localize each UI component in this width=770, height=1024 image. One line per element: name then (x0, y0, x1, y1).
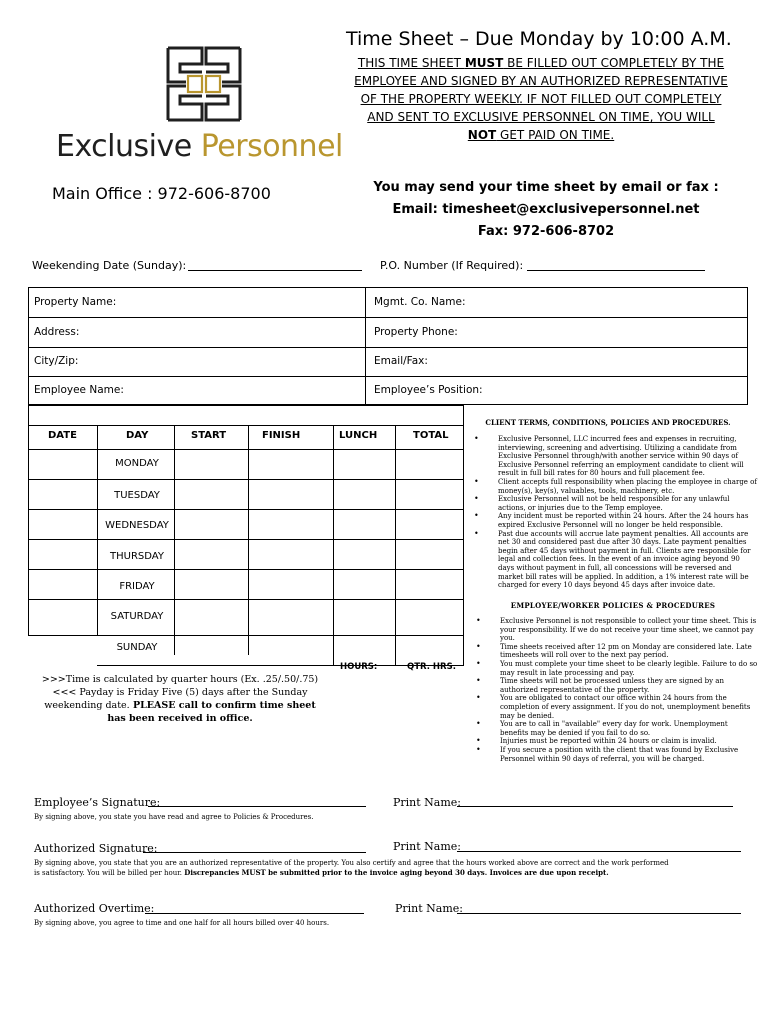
mgmt-co-field[interactable]: Mgmt. Co. Name: (374, 296, 466, 308)
fax-line: Fax: 972-606-8702 (477, 224, 615, 239)
col-header-day: DAY (126, 430, 149, 441)
notice-line-3: OF THE PROPERTY WEEKLY. IF NOT FILLED OUT COMPLETELY (360, 92, 722, 106)
send-instructions (336, 177, 756, 243)
company-logo-mark (166, 46, 242, 122)
page-title: Time Sheet – Due Monday by 10:00 A.M. (346, 28, 732, 50)
employee-policy-item: • If you secure a position with the client that was found by Exclusive Personnel within 90 days of referral, you will be charged. (476, 746, 758, 763)
notice-line-5: NOT GET PAID ON TIME. (467, 128, 615, 142)
print-name-label-3: Print Name: (395, 902, 464, 915)
employee-policies-list (476, 617, 758, 763)
hours-label: HOURS: (340, 662, 378, 672)
employee-policy-item: • You are to call in "available" every day for work. Unemployment benefits may be denied if you fail to do so. (476, 720, 758, 737)
client-terms-title: CLIENT TERMS, CONDITIONS, POLICIES AND PROCEDURES. (485, 418, 731, 427)
print-name-input-3[interactable] (457, 913, 741, 914)
notice-block (326, 54, 756, 144)
authorized-signature-input[interactable] (143, 852, 366, 853)
print-name-input-1[interactable] (457, 806, 733, 807)
employee-policy-item: • Exclusive Personnel is not responsible to collect your time sheet. This is your responsibility. If we do not receive your time sheet, we cannot pay you. (476, 617, 758, 643)
notice-line-4: AND SENT TO EXCLUSIVE PERSONNEL ON TIME, YOU WILL (367, 110, 715, 124)
col-header-start: START (191, 430, 227, 441)
authorized-overtime-input[interactable] (145, 913, 364, 914)
client-terms-list (474, 435, 758, 590)
print-name-input-2[interactable] (457, 851, 741, 852)
employee-policy-item: • You are obligated to contact our office within 24 hours from the completion of every assignment. If you do not, unemployment benefits may be denied. (476, 694, 758, 720)
day-saturday: SATURDAY (110, 611, 164, 622)
employee-policy-item: • Time sheets received after 12 pm on Monday are considered late. Late timesheets will roll over to the next pay period. (476, 643, 758, 660)
email-fax-field[interactable]: Email/Fax: (374, 355, 428, 367)
employee-position-field[interactable]: Employee’s Position: (374, 384, 483, 396)
print-name-label-1: Print Name: (393, 796, 462, 809)
po-label: P.O. Number (If Required): (380, 259, 524, 272)
print-name-label-2: Print Name: (393, 840, 462, 853)
day-friday: FRIDAY (119, 581, 155, 592)
payroll-note-line-1: >>>Time is calculated by quarter hours (Ex. .25/.50/.75) (41, 674, 319, 685)
email-line: Email: timesheet@exclusivepersonnel.net (392, 202, 700, 217)
day-monday: MONDAY (115, 458, 159, 469)
col-header-total: TOTAL (413, 430, 449, 441)
weekending-input[interactable] (188, 270, 362, 271)
employee-signature-input[interactable] (148, 806, 366, 807)
employee-signature-note: By signing above, you state you have read and agree to Policies & Procedures. (34, 813, 314, 821)
city-zip-field[interactable]: City/Zip: (34, 355, 79, 367)
send-line: You may send your time sheet by email or fax : (373, 180, 719, 195)
logo-word-personnel: Personnel (200, 129, 343, 164)
qtr-hrs-label: QTR. HRS. (407, 662, 456, 672)
property-name-field[interactable]: Property Name: (34, 296, 117, 308)
employee-policy-item: • Injuries must be reported within 24 hours or claim is invalid. (476, 737, 758, 746)
overtime-note: By signing above, you agree to time and one half for all hours billed over 40 hours. (34, 919, 330, 927)
col-header-date: DATE (48, 430, 77, 441)
payroll-note-line-4: has been received in office. (107, 713, 253, 724)
col-header-lunch: LUNCH (339, 430, 378, 441)
property-phone-field[interactable]: Property Phone: (374, 326, 458, 338)
authorized-overtime-label: Authorized Overtime: (34, 902, 155, 915)
employee-name-field[interactable]: Employee Name: (34, 384, 124, 396)
time-table (28, 405, 464, 665)
authorized-signature-note: By signing above, you state that you are an authorized representative of the property. You also certify and agree that the hours worked above are correct and the work performed is satisfactory. You will be billed per hour. Discrepancies MUST be submitted prior to the invoice aging beyond 30 days. Invoices are due upon receipt. (34, 859, 669, 877)
client-term-item: • Exclusive Personnel will not be held responsible for any unlawful actions, or injuries due to the Temp employee. (474, 495, 758, 512)
main-office-phone: Main Office : 972-606-8700 (52, 184, 271, 203)
po-input[interactable] (527, 270, 705, 271)
notice-line-2: EMPLOYEE AND SIGNED BY AN AUTHORIZED REPRESENTATIVE (354, 74, 728, 88)
notice-line-1: THIS TIME SHEET MUST BE FILLED OUT COMPLETELY BY THE (357, 56, 725, 70)
payroll-note (30, 673, 330, 725)
authorized-signature-label: Authorized Signature: (34, 842, 158, 855)
employee-policy-item: • Time sheets will not be processed unless they are signed by an authorized representative of the property. (476, 677, 758, 694)
day-wednesday: WEDNESDAY (105, 520, 169, 531)
payroll-note-line-3: weekending date. PLEASE call to confirm time sheet (44, 700, 316, 711)
address-field[interactable]: Address: (34, 326, 80, 338)
employee-policy-item: • You must complete your time sheet to be clearly legible. Failure to do so may result in late processing and pay. (476, 660, 758, 677)
company-logo-text (56, 128, 356, 166)
weekending-label: Weekending Date (Sunday): (32, 259, 187, 272)
day-tuesday: TUESDAY (114, 490, 160, 501)
payroll-note-line-2: <<< Payday is Friday Five (5) days after the Sunday (52, 687, 308, 698)
client-term-item: • Past due accounts will accrue late payment penalties. All accounts are net 30 and considered past due after 30 days. Late payment penalties begin after 45 days without payment in full. Clients are responsible for legal and collection fees. In the event of an invoice aging beyond 90 days without payment in full, all concessions will be reversed and market bill rates will be applied. In addition, a 1% interest rate will be charged for every 10 days beyond 45 days after invoice date. (474, 530, 758, 590)
day-thursday: THURSDAY (110, 551, 164, 562)
day-sunday: SUNDAY (116, 642, 158, 653)
logo-word-exclusive: Exclusive (56, 129, 192, 164)
client-term-item: • Any incident must be reported within 24 hours. After the 24 hours has expired Exclusive Personnel will no longer be held responsible. (474, 512, 758, 529)
col-header-finish: FINISH (262, 430, 301, 441)
client-term-item: • Client accepts full responsibility when placing the employee in charge of money(s), key(s), valuables, tools, machinery, etc. (474, 478, 758, 495)
employee-policies-title: EMPLOYEE/WORKER POLICIES & PROCEDURES (510, 601, 716, 610)
employee-signature-label: Employee’s Signature: (34, 796, 161, 809)
client-term-item: • Exclusive Personnel, LLC incurred fees and expenses in recruiting, interviewing, screening and advertising. Utilizing a candidate from Exclusive Personnel through/with another service within 90 days of Exclusive Personnel referring an employment candidate to client will result in full bill rates for 80 hours and full placement fee. (474, 435, 758, 478)
